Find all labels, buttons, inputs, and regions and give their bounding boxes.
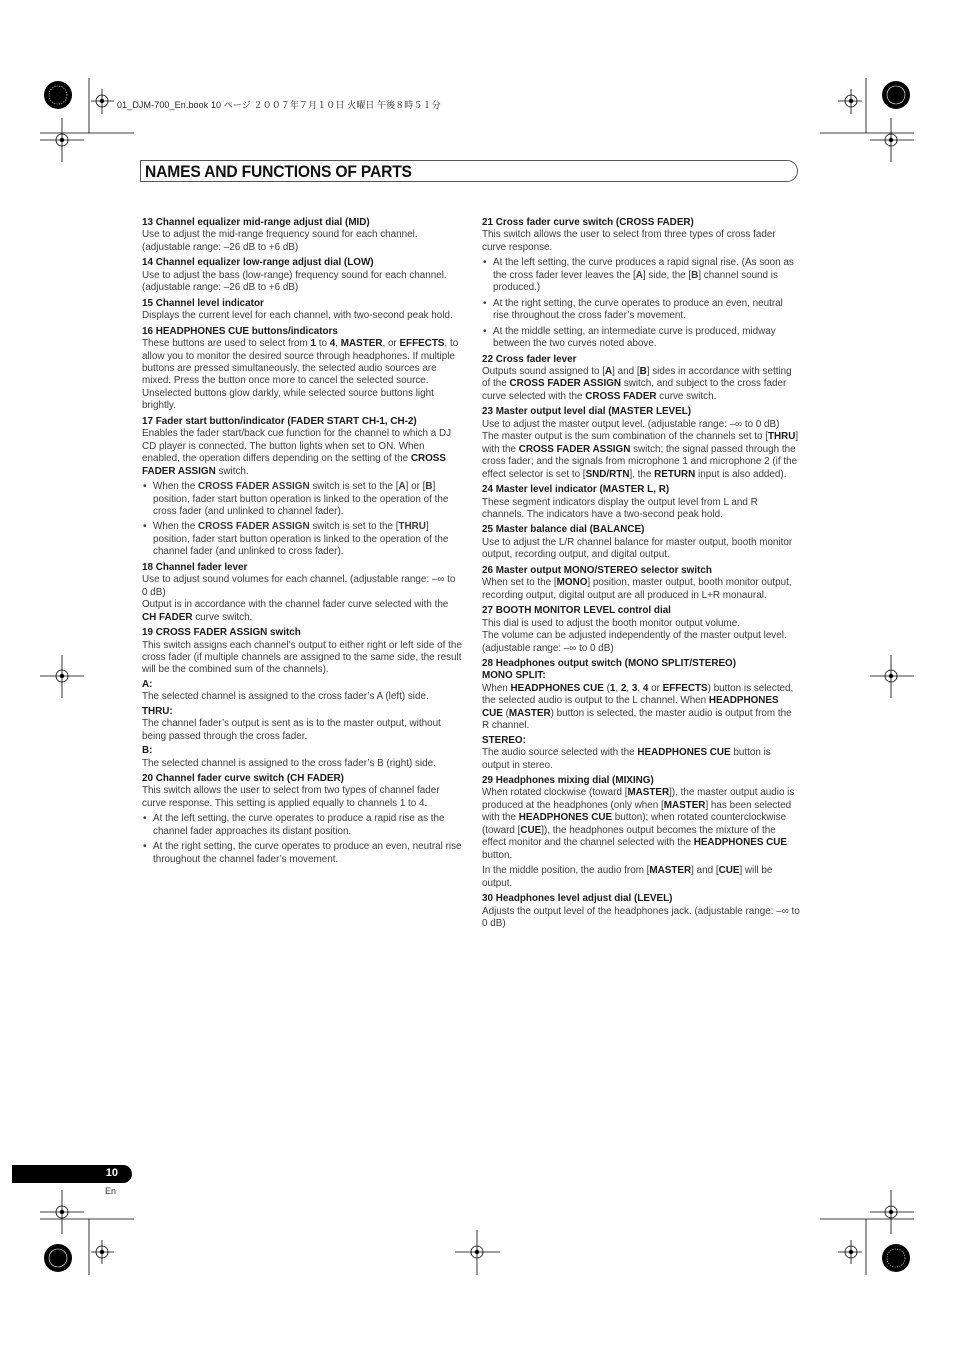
book-meta-line: 01_DJM-700_En.book 10 ページ ２００７年７月１０日 火曜日 午後８時５１分 <box>117 100 441 110</box>
text-25: Use to adjust the L/R channel balance for master output, booth monitor output, recording output, and digital output. <box>482 536 793 561</box>
heading-29: 29 Headphones mixing dial (MIXING) <box>482 775 654 787</box>
text-30: Adjusts the output level of the headphones jack. (adjustable range: –∞ to 0 dB) <box>482 905 800 930</box>
text-22: Outputs sound assigned to [A] and [B] sides in accordance with setting of the CROSS FADER ASSIGN switch, and subject to the cross fader curve selected with the CROSS FADER curve switch. <box>482 365 792 402</box>
heading-20: 20 Channel fader curve switch (CH FADER) <box>142 773 344 785</box>
heading-15: 15 Channel level indicator <box>142 297 264 309</box>
text-27-1: This dial is used to adjust the booth monitor output volume. <box>482 617 740 629</box>
subheading-19-thru: THRU: <box>142 705 173 717</box>
heading-14: 14 Channel equalizer low-range adjust dial (LOW) <box>142 257 374 269</box>
text-14: Use to adjust the bass (low-range) frequency sound for each channel. (adjustable range: –26 dB to +6 dB) <box>142 269 447 294</box>
text-15: Displays the current level for each channel, with two-second peak hold. <box>142 310 453 322</box>
page-number-tab <box>12 1165 132 1183</box>
language-code: En <box>105 1186 117 1196</box>
heading-26: 26 Master output MONO/STEREO selector switch <box>482 564 712 576</box>
page-title: NAMES AND FUNCTIONS OF PARTS <box>145 162 412 181</box>
heading-28: 28 Headphones output switch (MONO SPLIT/STEREO) <box>482 657 737 669</box>
subheading-28-stereo: STEREO: <box>482 734 526 746</box>
subheading-19-a: A: <box>142 678 153 690</box>
heading-16: 16 HEADPHONES CUE buttons/indicators <box>142 325 338 337</box>
text-20: This switch allows the user to select from two types of channel fader curve response. This setting is applied equally to channels 1 to 4. <box>142 785 440 809</box>
heading-27: 27 BOOTH MONITOR LEVEL control dial <box>482 605 671 617</box>
text-21: This switch allows the user to select from three types of cross fader curve response. <box>482 229 776 253</box>
left-column <box>142 217 462 866</box>
heading-30: 30 Headphones level adjust dial (LEVEL) <box>482 893 673 905</box>
subheading-19-b: B: <box>142 745 153 757</box>
bullet-17-2: • When the CROSS FADER ASSIGN switch is set to the [THRU] position, fader start button operation is linked to the operation of the channel fader (and unlinked to cross fader). <box>143 521 449 558</box>
heading-23: 23 Master output level dial (MASTER LEVEL) <box>482 406 692 418</box>
bullet-21-1: • At the left setting, the curve produces a rapid signal rise. (As soon as the cross fader lever leaves the [A] side, the [B] channel sound is produced.) <box>483 257 794 294</box>
bullet-20-1: • At the left setting, the curve operates to produce a rapid rise as the channel fader approaches its distant position. <box>143 813 445 837</box>
text-23-2: The master output is the sum combination of the channels set to [THRU] with the CROSS FADER ASSIGN switch; the signal passed through the cross fader; and the signals from microphone 1 and microphone 2 (if the effect selector is set to [SND/RTN], the RETURN input is also added). <box>482 431 799 480</box>
text-18-1: Use to adjust sound volumes for each channel. (adjustable range: –∞ to 0 dB) <box>142 574 456 598</box>
heading-24: 24 Master level indicator (MASTER L, R) <box>482 484 670 496</box>
text-19: This switch assigns each channel’s output to either right or left side of the cross fader (if multiple channels are assigned to the same side, the result will be the combined sum of the channels). <box>142 639 462 676</box>
bullet-21-2: • At the right setting, the curve operates to produce an even, neutral rise throughout the cross fader’s movement. <box>483 297 783 322</box>
text-16: These buttons are used to select from 1 to 4, MASTER, or EFFECTS, to allow you to monitor the desired source through headphones. If multiple buttons are pressed simultaneously, the selected audio sources are mixed. Press the button once more to cancel the selected source. Unselected buttons glow darkly, while selected source buttons light brightly. <box>142 338 459 412</box>
text-19-thru: The channel fader’s output is sent as is to the master output, without being passed through the cross fader. <box>142 718 441 742</box>
subheading-28-mono-split: MONO SPLIT: <box>482 670 546 682</box>
text-26: When set to the [MONO] position, master output, booth monitor output, recording output, digital output are all produced in L+R monaural. <box>482 577 792 601</box>
text-28-stereo: The audio source selected with the HEADPHONES CUE button is output in stereo. <box>482 747 771 771</box>
page-number: 10 <box>105 1167 118 1179</box>
bullet-17-1: • When the CROSS FADER ASSIGN switch is set to the [A] or [B] position, fader start button operation is linked to the operation of the cross fader (and unlinked to channel fader). <box>143 481 449 517</box>
text-17: Enables the fader start/back cue function for the channel to which a DJ CD player is connected. The button lights when set to ON. When enabled, the operation differs depending on the setting of the CROSS FADER ASSIGN switch. <box>142 428 452 477</box>
text-28-mono-split: When HEADPHONES CUE (1, 2, 3, 4 or EFFECTS) button is selected, the selected audio is output to the L channel. When HEADPHONES CUE (MASTER) button is selected, the master audio is output from the R channel. <box>482 682 794 732</box>
heading-19: 19 CROSS FADER ASSIGN switch <box>142 627 301 639</box>
bullet-21-3: • At the middle setting, an intermediate curve is produced, midway between the two curves noted above. <box>483 325 776 350</box>
text-23-1: Use to adjust the master output level. (adjustable range: –∞ to 0 dB) <box>482 418 780 430</box>
text-24: These segment indicators display the output level from L and R channels. The indicators have a two-second peak hold. <box>482 496 758 520</box>
text-19-b: The selected channel is assigned to the cross fader’s B (right) side. <box>142 757 436 769</box>
heading-21: 21 Cross fader curve switch (CROSS FADER) <box>482 217 694 228</box>
text-19-a: The selected channel is assigned to the cross fader’s A (left) side. <box>142 691 429 703</box>
heading-17: 17 Fader start button/indicator (FADER START CH-1, CH-2) <box>142 415 417 427</box>
right-column <box>482 217 800 930</box>
heading-22: 22 Cross fader lever <box>482 353 577 365</box>
text-29-2: In the middle position, the audio from [MASTER] and [CUE] will be output. <box>482 865 773 889</box>
heading-18: 18 Channel fader lever <box>142 561 248 573</box>
bullet-20-2: • At the right setting, the curve operates to produce an even, neutral rise throughout the channel fader’s movement. <box>143 841 462 865</box>
text-29-1: When rotated clockwise (toward [MASTER]), the master output audio is produced at the headphones (only when [MASTER] has been selected with the HEADPHONES CUE button); when rotated counterclockwise (toward [CUE]), the headphones output becomes the mixture of the effect monitor and the channel selected with the HEADPHONES CUE button. <box>482 787 795 861</box>
heading-13: 13 Channel equalizer mid-range adjust dial (MID) <box>142 217 370 228</box>
text-18-2: Output is in accordance with the channel fader curve selected with the CH FADER curve switch. <box>142 599 449 623</box>
heading-25: 25 Master balance dial (BALANCE) <box>482 524 645 536</box>
text-27-2: The volume can be adjusted independently of the master output level. (adjustable range: –∞ to 0 dB) <box>482 630 787 654</box>
section-title-bar <box>140 160 798 182</box>
text-13: Use to adjust the mid-range frequency sound for each channel. (adjustable range: –26 dB to +6 dB) <box>142 229 418 253</box>
